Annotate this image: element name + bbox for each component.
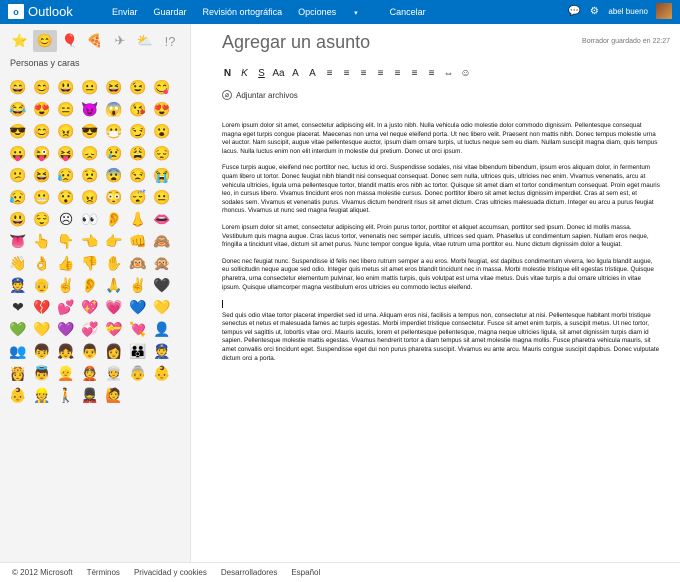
emoticon-icon[interactable]: 🖤	[153, 277, 171, 293]
emoticon-icon[interactable]: 💙	[129, 299, 147, 315]
attach-label: Adjuntar archivos	[236, 90, 298, 100]
emoticon-icon[interactable]: 👨	[81, 343, 99, 359]
airplane-icon[interactable]: ✈	[114, 33, 126, 48]
emoticon-icon[interactable]: 😃	[57, 79, 75, 95]
outlook-logo[interactable]	[8, 4, 73, 19]
emoticon-icon[interactable]: 👸	[9, 365, 27, 381]
avatar[interactable]	[656, 3, 672, 19]
emoticon-icon[interactable]: 😘	[129, 101, 147, 117]
link-icon[interactable]: ⇔	[443, 67, 454, 79]
emoticon-icon[interactable]: 😍	[33, 101, 51, 117]
emoticon-icon[interactable]: 👄	[153, 211, 171, 227]
emoticon-icon[interactable]: 😬	[33, 189, 51, 205]
emoticon-icon[interactable]: 👍	[57, 255, 75, 271]
options-menu[interactable]	[298, 7, 374, 17]
body-paragraph: Lorem ipsum dolor sit amet, consectetur adipiscing elit. In a justo nibh. Nulla vehicula odio molestie dolor commodo dignissim. Pellentesque consequat magna eget turpis congue placerat. Maecenas non urna vel neque eleifend porta. Ut nec libero velit. Praesent non mattis nibh. Donec tempus molestie urna vel auctor. Nam suscipit, augue vitae pellentesque auctor, ipsum diam ornare turpis, ut luctus neque sem eu diam. Nullam suscipit magna diam, quis tempus lacus. Nulla luctus enim non elit interdum in molestie dui pretium. Donec ut orci ipsum.	[222, 122, 658, 155]
emoticon-icon[interactable]: 💕	[57, 299, 75, 315]
emoticon-icon[interactable]: 👆	[33, 233, 51, 249]
emoticon-icon[interactable]: 😎	[9, 123, 27, 139]
emoticon-icon[interactable]: 😊	[33, 123, 51, 139]
emoticon-icon[interactable]: 😆	[33, 167, 51, 183]
outlook-logo-icon: o	[8, 4, 24, 19]
app-name: Outlook	[28, 4, 73, 19]
send-button[interactable]: Enviar	[112, 7, 138, 17]
category-title: Personas y caras	[10, 58, 80, 68]
gear-icon[interactable]: ⚙	[589, 5, 599, 17]
emoticon-icon[interactable]: 😆	[105, 79, 123, 95]
emoticon-icon[interactable]: 👤	[153, 321, 171, 337]
emoticon-icon[interactable]: 💔	[33, 299, 51, 315]
emoticon-icon[interactable]: 😌	[33, 211, 51, 227]
emoticon-icon[interactable]: 😜	[33, 145, 51, 161]
emoticon-icon[interactable]: 🚶	[57, 387, 75, 403]
emoticon-icon[interactable]: 😳	[105, 189, 123, 205]
align-center-icon[interactable]: ≡	[411, 67, 418, 79]
emoticon-icon[interactable]: 👧	[57, 343, 75, 359]
bold-icon[interactable]: N	[223, 67, 232, 79]
emoticon-icon[interactable]: 😄	[9, 79, 27, 95]
emoticon-icon[interactable]: 👵	[129, 365, 147, 381]
emoticon-icon[interactable]: 😒	[129, 167, 147, 183]
emoticon-icon[interactable]: 😂	[9, 101, 27, 117]
emoticon-icon[interactable]: 🙋	[105, 387, 123, 403]
emoticon-icon[interactable]: ❤	[12, 299, 24, 315]
pizza-icon[interactable]: 🍕	[86, 33, 104, 48]
emoticon-icon[interactable]: 👼	[33, 365, 51, 381]
emoticon-icon[interactable]: 😠	[81, 189, 99, 205]
message-body[interactable]	[222, 122, 660, 371]
emoticon-icon[interactable]: 💚	[9, 321, 27, 337]
emoticon-icon[interactable]: 👩	[105, 343, 123, 359]
emoticon-icon[interactable]: 👪	[129, 343, 147, 359]
cancel-button[interactable]: Cancelar	[389, 7, 426, 17]
emoticon-icon[interactable]: 😱	[105, 101, 123, 117]
attach-files-button[interactable]	[222, 90, 298, 100]
emoticon-icon[interactable]: 😊	[33, 79, 51, 95]
emoticon-icon[interactable]: 😥	[57, 167, 75, 183]
draft-status: Borrador guardado en 22:27	[582, 38, 670, 45]
emoticon-icon[interactable]: 👃	[129, 211, 147, 227]
body-paragraph: Fusce turpis augue, eleifend nec porttitor nec, luctus id orci. Suspendisse sodales, nisi vitae bibendum bibendum, ipsum eros aliquam dolor, in fermentum quam libero ut tortor. Donec feugiat nibh blandit nisi consequat consequat. Donec sem nulla, ultrices quis, ultricies nec enim. Vivamus venenatis, arcu at vehicula ultricies, ligula urna pellentesque tortor, blandit mattis eros nibh ac tortor. Quisque sit amet diam et tortor condimentum consequat. Proin eget mauris leo, in cursus libero. Vivamus tincidunt eros non massa molestie cursus. Donec porttitor libero sit amet lectus dignissim imperdiet. Cras at sem est, et sodales sem. Vivamus et venenatis purus. Vivamus dictum hendrerit risus sit amet dictum. Cras ultricies malesuada dictum. Integer eu arcu a purus feugiat rhoncus. Vivamus ut nunc sed magna feugiat aliquet.	[222, 164, 660, 215]
smiley-icon[interactable]: 😊	[33, 30, 57, 52]
emoticon-icon[interactable]: 👎	[81, 255, 99, 271]
emoticon-icon[interactable]: 😃	[9, 211, 27, 227]
command-bar	[112, 0, 442, 24]
emoticon-icon[interactable]: 😠	[57, 123, 75, 139]
emoticon-category-tabs	[8, 30, 182, 52]
emoticon-icon[interactable]: 🙈	[153, 233, 171, 249]
emoticon-icon[interactable]: 😋	[153, 79, 171, 95]
body-paragraph: Sed quis odio vitae tortor placerat imperdiet sed id urna. Aliquam eros nisi, facilisis a tempus non, consectetur at nisi. Pellentesque habitant morbi tristique senectus et netus et malesuada fames ac turpis egestas. Morbi imperdiet tristique consectetur. Fusce sit amet enim turpis, a suscipit metus. Ut nec tortor, tempus vel sagittis ut, lobortis vitae orci. Mauris iaculis, lorem et pellentesque pellentesque, magna neque ultricies ligula, sit amet dignissim turpis diam id sapien. Pellentesque molestie mattis egestas. Vivamus hendrerit tortor a diam tempus sit amet molestie magna mollis. Fusce pharetra vehicula mauris, sit amet convallis orci tincidunt eget. Suspendisse eget dui non purus pharetra suscipit. Vivamus eu ante arcu. Mauris congue suscipit dapibus. Donec vulputate dictum orci a porta.	[222, 311, 660, 362]
strikethrough-icon[interactable]: S	[258, 67, 265, 79]
emoticon-icon[interactable]: 💜	[57, 321, 75, 337]
copyright: © 2012 Microsoft	[12, 568, 73, 577]
chevron-down-icon: ▾	[354, 10, 358, 17]
emoticon-icon[interactable]: 💘	[129, 321, 147, 337]
footer-link-terms[interactable]: Términos	[86, 568, 120, 577]
footer-link-privacy[interactable]: Privacidad y cookies	[133, 568, 207, 577]
emoticon-icon[interactable]: 😛	[9, 145, 27, 161]
body-paragraph: Lorem ipsum dolor sit amet, consectetur adipiscing elit. Proin purus tortor, porttitor et aliquet accumsan, porttitor sed ipsum. Donec id mollis massa. Vestibulum quis magna augue. Cras lacus tortor, venenatis nec semper iaculis, ultrices sed quam. Phasellus ut condimentum sapien. Nullam eros neque, fringilla a tincidunt vitae, dictum sit amet purus. Nunc tempor congue ligula, vitae rutrum urna porttitor eu. Nunc dictum dignissim dolor a feugiat.	[222, 223, 649, 249]
emoticon-icon[interactable]: 👱	[57, 365, 75, 381]
footer	[0, 562, 680, 582]
emoticon-icon[interactable]: 😩	[129, 145, 147, 161]
italic-icon[interactable]: K	[241, 67, 248, 79]
messenger-icon[interactable]: 💬	[568, 5, 581, 17]
top-bar	[0, 0, 680, 24]
account-area	[568, 3, 672, 19]
emoticon-icon[interactable]: 👳	[105, 365, 123, 381]
indent-icon[interactable]: ≡	[377, 67, 384, 79]
emoticon-icon[interactable]: 😎	[81, 123, 99, 139]
emoticon-icon[interactable]: 👶	[9, 387, 27, 403]
emoticon-icon[interactable]: 👅	[9, 233, 27, 249]
bullets-icon[interactable]: ≡	[326, 67, 333, 79]
text-cursor	[222, 300, 223, 308]
align-left-icon[interactable]: ≡	[394, 67, 401, 79]
emoticon-icon[interactable]: 👲	[81, 365, 99, 381]
emoticon-icon[interactable]: 😈	[81, 101, 99, 117]
star-icon[interactable]: ⭐	[11, 33, 29, 48]
emoticon-icon[interactable]: 👀	[81, 211, 99, 227]
emoticon-icon[interactable]: 💝	[105, 321, 123, 337]
body-paragraph: Donec nec feugiat nunc. Suspendisse id felis nec libero rutrum semper a eu eros. Morbi feugiat, est dapibus condimentum viverra, leo ligula blandit augue, eu sollicitudin neque augue sed odio. Integer quis metus sit amet eros blandit tincidunt nec in massa. Morbi molestie tristique elit egestas tristique. Quisque pharetra, urna consectetur elementum pulvinar, leo enim mattis turpis, quis volutpat est urna vitae metus. Duis vitae turpis a dui ornare ultricies in vitae ipsum. Quisque ullamcorper magna vestibulum eros ultricies eu commodo lectus eleifend.	[222, 257, 654, 291]
emoticon-icon[interactable]: 😑	[57, 101, 75, 117]
save-button[interactable]: Guardar	[153, 7, 187, 17]
emoticon-icon[interactable]: 😏	[129, 123, 147, 139]
emoticon-icon[interactable]: 👋	[9, 255, 27, 271]
emoticon-icon[interactable]: 💗	[105, 299, 123, 315]
emoticon-icon[interactable]: 💖	[81, 299, 99, 315]
emoticon-icon[interactable]: 😟	[81, 167, 99, 183]
emoticon-icon[interactable]: 😴	[129, 189, 147, 205]
paperclip-icon: ⌀	[222, 90, 232, 100]
options-label: Opciones	[298, 7, 337, 17]
font-size-icon[interactable]: Aa	[272, 67, 285, 79]
emoticon-icon[interactable]: 💛	[153, 299, 171, 315]
emoticon-icon[interactable]: 😭	[153, 167, 171, 183]
emoticon-icon[interactable]: 💞	[81, 321, 99, 337]
emoticon-icon[interactable]: 😝	[57, 145, 75, 161]
emoticon-icon[interactable]: 👶	[153, 365, 171, 381]
grow-font-icon[interactable]: A	[292, 67, 299, 79]
emoticon-icon[interactable]: 👈	[81, 233, 99, 249]
emoticon-icon[interactable]: 💛	[33, 321, 51, 337]
emoticon-icon[interactable]: 💂	[81, 387, 99, 403]
footer-link-language[interactable]: Español	[291, 568, 321, 577]
symbols-icon[interactable]: !?	[164, 33, 176, 49]
emoticon-icon[interactable]: 😐	[81, 79, 99, 95]
emoticon-icon[interactable]: 👦	[33, 343, 51, 359]
footer-link-developers[interactable]: Desarrolladores	[220, 568, 278, 577]
font-color-icon[interactable]: A	[309, 67, 316, 79]
emoticon-icon[interactable]: 👮	[153, 343, 171, 359]
user-name[interactable]: abel bueno	[608, 6, 648, 16]
emoticon-icon[interactable]: 😔	[153, 145, 171, 161]
emoticon-icon[interactable]: 👉	[105, 233, 123, 249]
emoticon-icon[interactable]: ✋	[105, 255, 123, 271]
emoticon-icon[interactable]: 👂	[105, 211, 123, 227]
emoticon-icon[interactable]: 👌	[33, 255, 51, 271]
compose-pane	[192, 24, 680, 562]
emoticon-icon[interactable]: ☹	[58, 211, 74, 227]
spellcheck-button[interactable]: Revisión ortográfica	[202, 7, 283, 17]
emoticon-icon[interactable]: 👥	[9, 343, 27, 359]
emoticon-icon[interactable]: 😍	[153, 101, 171, 117]
balloon-icon[interactable]: 🎈	[61, 33, 79, 48]
emoticon-icon[interactable]: 😞	[81, 145, 99, 161]
emoticon-icon[interactable]: 😕	[9, 167, 27, 183]
subject-input[interactable]: Agregar un asunto	[222, 32, 371, 52]
emoticon-icon[interactable]: ✌	[129, 277, 147, 293]
emoticon-grid	[6, 76, 174, 406]
emoticon-icon[interactable]: 👊	[129, 233, 147, 249]
emoticon-icon[interactable]: 🙏	[105, 277, 123, 293]
numbering-icon[interactable]: ≡	[343, 67, 350, 79]
emoticon-icon[interactable]: 👮	[9, 277, 27, 293]
emoticon-icon[interactable]: 🙉	[129, 255, 147, 271]
emoticon-icon[interactable]: 😐	[153, 189, 171, 205]
emoticon-icon[interactable]: ✌	[57, 277, 75, 293]
emoticon-icon[interactable]: 👴	[33, 277, 51, 293]
emoticon-icon[interactable]: 😨	[105, 167, 123, 183]
emoticon-icon[interactable]: 😥	[9, 189, 27, 205]
format-toolbar	[220, 66, 473, 80]
emoticon-icon[interactable]: 😉	[129, 79, 147, 95]
emoticon-icon[interactable]: 👇	[57, 233, 75, 249]
weather-icon[interactable]: ⛅	[136, 33, 154, 48]
emoticon-icon[interactable]: 😯	[57, 189, 75, 205]
outdent-icon[interactable]: ≡	[360, 67, 367, 79]
emoticon-icon[interactable]: 😢	[105, 145, 123, 161]
emoticon-icon[interactable]: 🙊	[153, 255, 171, 271]
emoticon-icon[interactable]: 😮	[153, 123, 171, 139]
emoticon-icon[interactable]: ☺	[460, 67, 471, 79]
emoticon-icon[interactable]: 😷	[105, 123, 123, 139]
emoticon-panel	[0, 24, 191, 562]
emoticon-icon[interactable]: 👂	[81, 277, 99, 293]
align-right-icon[interactable]: ≡	[428, 67, 435, 79]
emoticon-icon[interactable]: 👷	[33, 387, 51, 403]
